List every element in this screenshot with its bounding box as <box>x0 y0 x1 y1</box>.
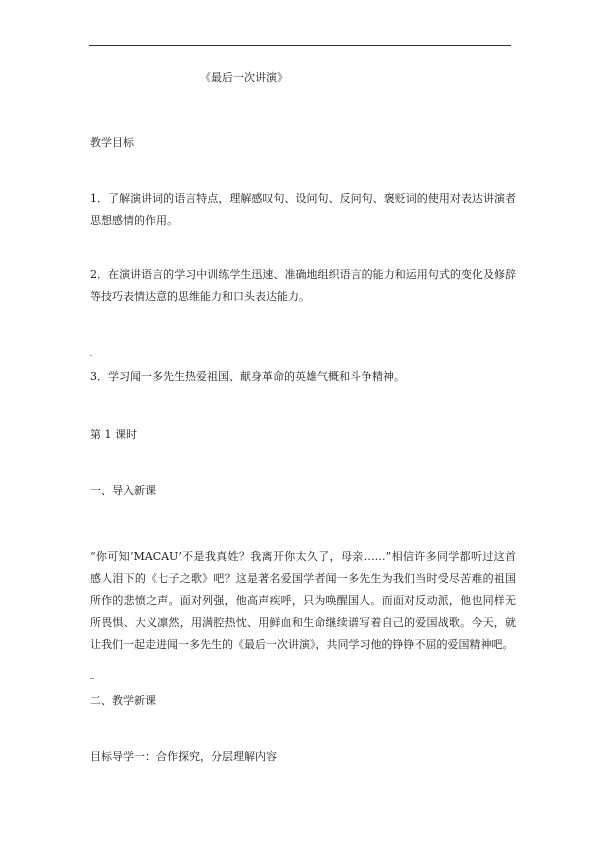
intro-heading: 一、导入新课 <box>90 484 156 497</box>
goal-item-2: 2．在演讲语言的学习中训练学生迅速、准确地组织语言的能力和运用句式的变化及修辞等技巧表情达意的思维能力和口头表达能力。 <box>90 268 516 303</box>
header-rule <box>89 45 511 46</box>
document-title: 《最后一次讲演》 <box>200 71 288 84</box>
goal-item-1: 1．了解演讲词的语言特点，理解感叹句、设问句、反问句、褒贬词的使用对表达讲演者思想感情的作用。 <box>90 192 516 227</box>
intro-paragraph: “你可知‘MACAU’不是我真姓？我离开你太久了，母亲……”相信许多同学都听过这首感人泪下的《七子之歌》吧？这是著名爱国学者闻一多先生为我们当时受尽苦难的祖国所作的悲愤之声。面对列强，他高声疾呼，只为唤醒国人。而面对反动派，他也同样无所畏惧、大义凛然，用满腔热忱、用鲜血和生命继续谱写着自己的爱国战歌。今天，就让我们一起走进闻一多先生的《最后一次讲演》，共同学习他的铮铮不屈的爱国精神吧。 <box>90 550 516 651</box>
goals-heading: 教学目标 <box>90 136 134 149</box>
stray-mark <box>90 355 92 356</box>
target-heading: 目标导学一：合作探究，分层理解内容 <box>90 750 277 763</box>
new-lesson-heading: 二、教学新课 <box>90 694 156 707</box>
stray-mark <box>90 678 94 679</box>
lesson-label: 第 1 课时 <box>90 428 137 441</box>
goal-item-3: 3．学习闻一多先生热爱祖国、献身革命的英雄气概和斗争精神。 <box>90 370 405 383</box>
